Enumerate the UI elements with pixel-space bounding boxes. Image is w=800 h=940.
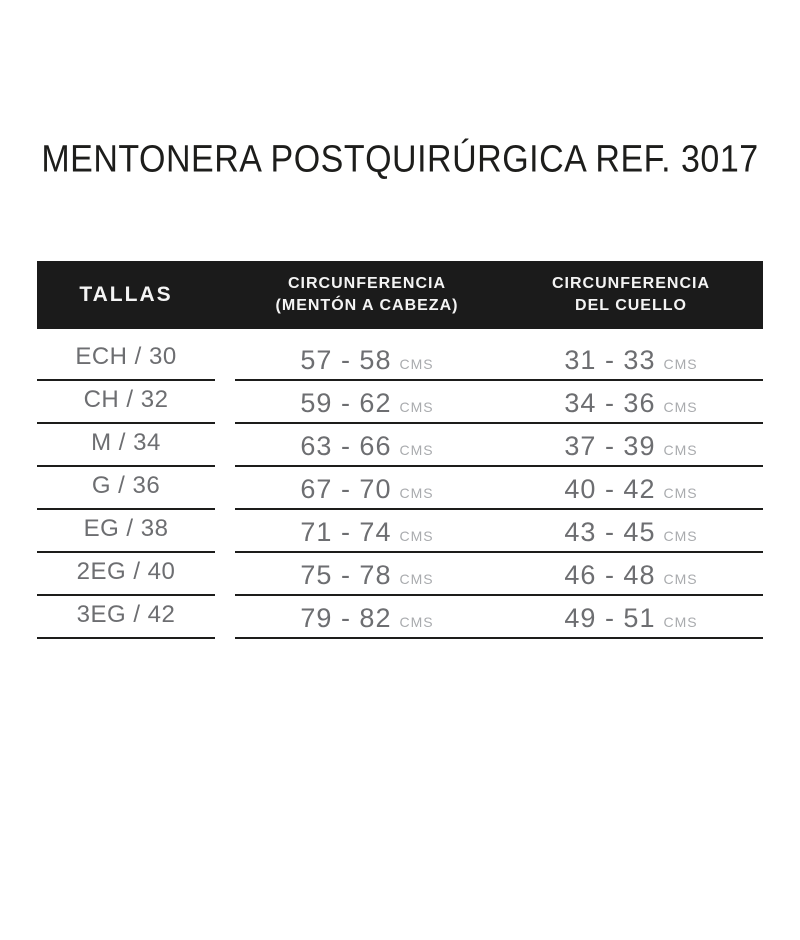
table-row [37,424,763,467]
size-cell [37,381,215,424]
size-label: ECH / 30 [75,343,177,370]
chin-circumference-cell [235,345,499,379]
measurement-value: 79 - 82 [300,603,392,633]
table-row [37,381,763,424]
unit-label: CMS [399,442,434,458]
measurement-cells [235,467,763,510]
header-neck-line2: DEL CUELLO [575,297,687,314]
neck-circumference-cell [499,431,763,465]
neck-circumference-cell [499,603,763,637]
neck-circumference-cell [499,517,763,551]
measurement-cells [235,553,763,596]
size-chart [37,137,763,639]
header-chin-circumference [235,273,499,316]
measurement-cells [235,596,763,639]
chin-circumference-cell [235,517,499,551]
size-cell [37,596,215,639]
measurement-cells [235,510,763,553]
measurement-value: 37 - 39 [564,431,656,461]
measurement-value: 67 - 70 [300,474,392,504]
size-label: 3EG / 42 [76,601,176,628]
chin-circumference-cell [235,388,499,422]
unit-label: CMS [663,528,698,544]
header-neck-line1: CIRCUNFERENCIA [552,275,710,293]
measurement-value: 40 - 42 [564,474,656,504]
unit-label: CMS [663,442,698,458]
table-row [37,596,763,639]
size-label: M / 34 [91,429,161,456]
unit-label: CMS [399,528,434,544]
header-measurements [235,273,763,316]
table-row [37,510,763,553]
measurement-value: 46 - 48 [564,560,656,590]
measurement-value: 59 - 62 [300,388,392,418]
measurement-value: 71 - 74 [300,517,392,547]
size-label: 2EG / 40 [76,558,176,585]
measurement-value: 49 - 51 [564,603,656,633]
neck-circumference-cell [499,345,763,379]
neck-circumference-cell [499,560,763,594]
measurement-value: 43 - 45 [564,517,656,547]
size-table-body [37,329,763,639]
unit-label: CMS [399,614,434,630]
unit-label: CMS [399,485,434,501]
size-cell [37,424,215,467]
size-label: G / 36 [91,472,161,499]
size-cell [37,510,215,553]
table-header [37,261,763,329]
measurement-cells [235,329,763,381]
measurement-value: 31 - 33 [564,345,656,375]
header-neck-circumference [499,273,763,316]
neck-circumference-cell [499,474,763,508]
header-sizes: TALLAS [79,283,173,306]
size-label: CH / 32 [83,386,169,413]
unit-label: CMS [399,356,434,372]
unit-label: CMS [663,356,698,372]
header-chin-line2: (MENTÓN A CABEZA) [275,297,459,314]
header-chin-line1: CIRCUNFERENCIA [288,275,446,293]
size-label: EG / 38 [83,515,169,542]
measurement-cells [235,424,763,467]
size-cell [37,329,215,381]
measurement-value: 63 - 66 [300,431,392,461]
page-title: MENTONERA POSTQUIRÚRGICA REF. 3017 [41,137,759,181]
measurement-value: 75 - 78 [300,560,392,590]
unit-label: CMS [399,571,434,587]
table-row [37,553,763,596]
chin-circumference-cell [235,560,499,594]
measurement-cells [235,381,763,424]
measurement-value: 57 - 58 [300,345,392,375]
size-cell [37,553,215,596]
neck-circumference-cell [499,388,763,422]
unit-label: CMS [663,571,698,587]
unit-label: CMS [663,614,698,630]
chin-circumference-cell [235,603,499,637]
measurement-value: 34 - 36 [564,388,656,418]
size-cell [37,467,215,510]
unit-label: CMS [663,485,698,501]
chin-circumference-cell [235,431,499,465]
table-row [37,329,763,381]
unit-label: CMS [399,399,434,415]
chin-circumference-cell [235,474,499,508]
unit-label: CMS [663,399,698,415]
table-row [37,467,763,510]
